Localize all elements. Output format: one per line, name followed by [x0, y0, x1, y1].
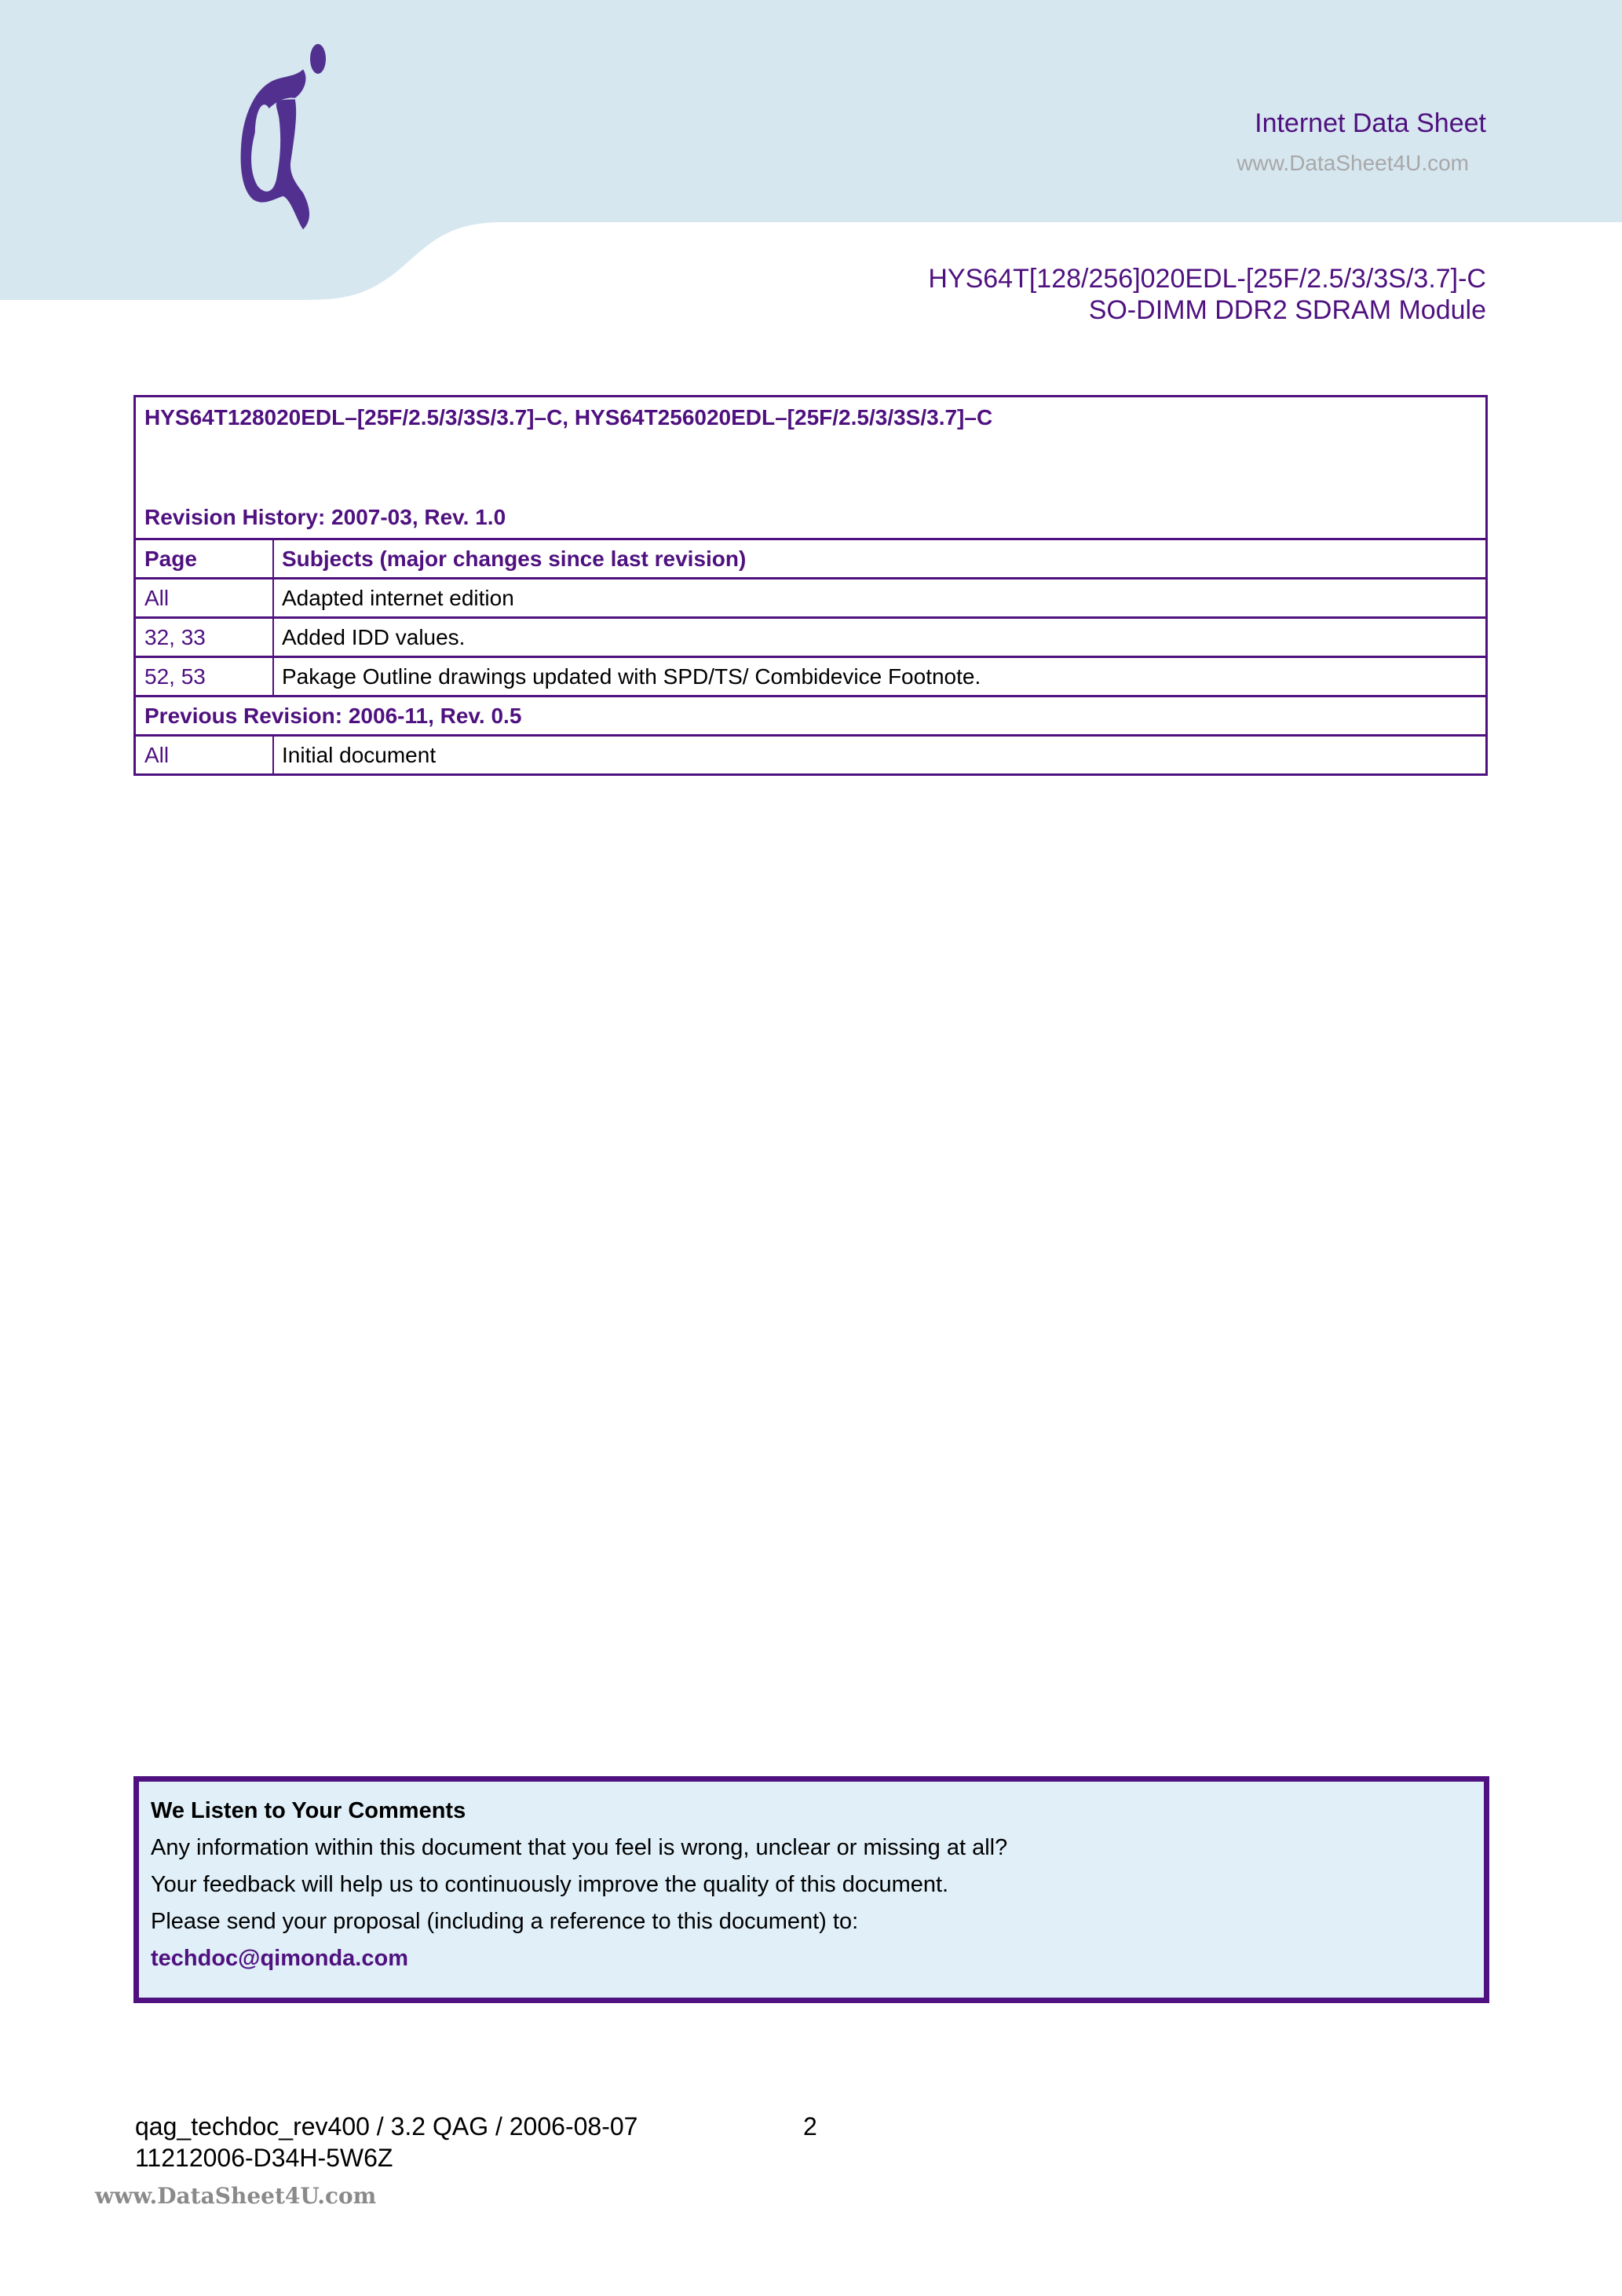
table-row: [136, 658, 1485, 697]
comments-line: Please send your proposal (including a reference to this document) to:: [151, 1909, 859, 1934]
previous-revision-heading: Previous Revision: 2006-11, Rev. 0.5: [144, 703, 522, 728]
subject-cell: Pakage Outline drawings updated with SPD/TS/ Combidevice Footnote.: [282, 664, 981, 689]
document-label: Internet Data Sheet: [1255, 108, 1486, 138]
previous-revision-row: [136, 697, 1485, 737]
part-numbers: HYS64T128020EDL–[25F/2.5/3/3S/3.7]–C, HYS64T256020EDL–[25F/2.5/3/3S/3.7]–C: [144, 405, 993, 430]
comments-line: Your feedback will help us to continuously improve the quality of this document.: [151, 1872, 949, 1897]
column-header-page: Page: [136, 540, 274, 577]
page-cell: 32, 33: [136, 619, 274, 656]
table-header-row: [136, 540, 1485, 579]
page-number: 2: [803, 2112, 817, 2141]
table-row: [136, 579, 1485, 619]
page-cell: All: [136, 579, 274, 616]
page-cell: All: [136, 737, 274, 773]
comments-title: We Listen to Your Comments: [151, 1798, 466, 1823]
page-cell: 52, 53: [136, 658, 274, 695]
subject-cell: Adapted internet edition: [282, 585, 514, 610]
comments-box: [133, 1776, 1489, 2003]
qimonda-logo-icon: [196, 39, 338, 243]
table-row: [136, 619, 1485, 658]
revision-history-table: [133, 395, 1488, 776]
product-line: HYS64T[128/256]020EDL-[25F/2.5/3/3S/3.7]-C: [928, 264, 1486, 294]
product-type: SO-DIMM DDR2 SDRAM Module: [1088, 295, 1486, 325]
column-header-subjects: Subjects (major changes since last revision): [282, 546, 747, 571]
feedback-email-link[interactable]: techdoc@qimonda.com: [151, 1946, 408, 1971]
doc-template: qag_techdoc_rev400 / 3.2 QAG / 2006-08-07: [135, 2112, 638, 2141]
subject-cell: Initial document: [282, 742, 437, 767]
subject-cell: Added IDD values.: [282, 624, 466, 649]
revision-history-heading: Revision History: 2007-03, Rev. 1.0: [144, 505, 506, 529]
comments-line: Any information within this document that you feel is wrong, unclear or missing at all?: [151, 1835, 1008, 1860]
doc-id: 11212006-D34H-5W6Z: [135, 2144, 393, 2172]
footer-watermark: www.DataSheet4U.com: [95, 2183, 377, 2209]
watermark: www.DataSheet4U.com: [1237, 151, 1469, 175]
table-row: [136, 737, 1485, 773]
